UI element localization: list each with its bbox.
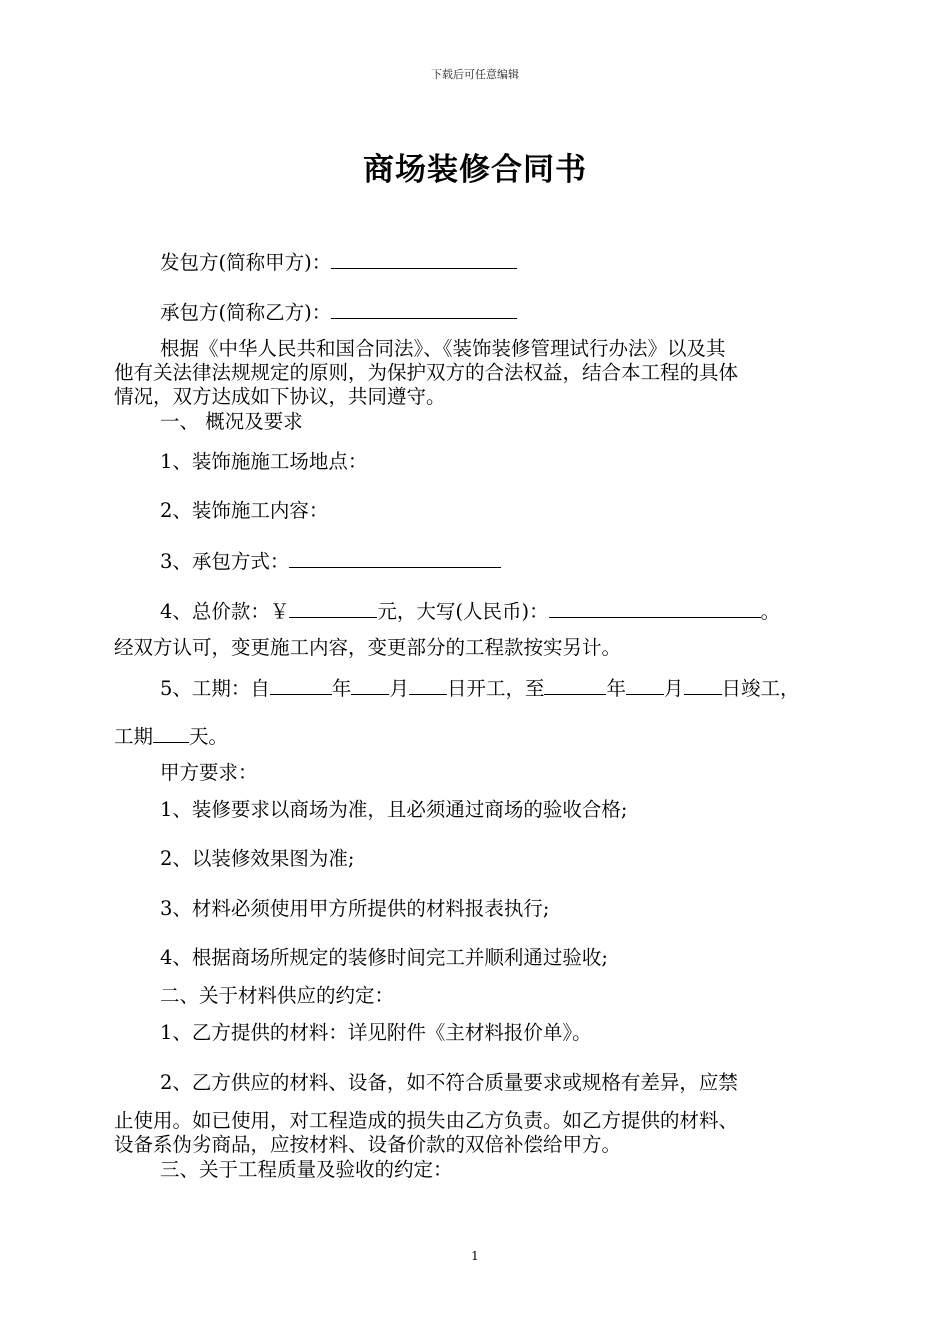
section-2-item-1: 1、乙方提供的材料：详见附件《主材料报价单》。 bbox=[160, 1021, 592, 1044]
month-label: 月 bbox=[389, 677, 409, 700]
party-b-blank bbox=[331, 300, 517, 319]
item-1: 1、装饰施施工场地点： bbox=[160, 450, 368, 473]
item-4-end: 。 bbox=[760, 600, 781, 623]
party-b-line bbox=[160, 300, 517, 324]
start-label: 日开工，至 bbox=[446, 677, 545, 700]
end-year-blank bbox=[544, 676, 606, 695]
item-5-duration bbox=[114, 724, 228, 748]
end-label: 日竣工， bbox=[721, 677, 800, 700]
year-label-2: 年 bbox=[606, 677, 626, 700]
page-header: 下载后可任意编辑 bbox=[431, 68, 519, 81]
preamble-line-2: 他有关法律法规规定的原则，为保护双方的合法权益，结合本工程的具体 bbox=[114, 361, 739, 384]
end-day-blank bbox=[684, 676, 722, 695]
preamble-line-3: 情况，双方达成如下协议，共同遵守。 bbox=[114, 385, 446, 408]
document-title: 商场装修合同书 bbox=[363, 152, 587, 188]
month-label-2: 月 bbox=[663, 677, 684, 700]
item-3-line bbox=[160, 549, 501, 573]
start-month-blank bbox=[351, 676, 389, 695]
preamble-line-1: 根据《中华人民共和国合同法》、《装饰装修管理试行办法》以及其 bbox=[160, 337, 726, 360]
item-5-label: 5、工期：自 bbox=[160, 677, 270, 700]
price-blank bbox=[289, 599, 377, 618]
item-5-line bbox=[160, 676, 800, 700]
party-a-requirements-heading: 甲方要求： bbox=[160, 761, 258, 784]
item-3-label: 3、承包方式： bbox=[160, 550, 290, 573]
section-2-item-2-line-1: 2、乙方供应的材料、设备，如不符合质量要求或规格有差异，应禁 bbox=[160, 1071, 738, 1094]
item-4-capital-label: 元，大写(人民币)： bbox=[377, 600, 549, 623]
start-day-blank bbox=[409, 676, 447, 695]
item-2: 2、装饰施工内容： bbox=[160, 499, 329, 522]
item-4-continuation: 经双方认可，变更施工内容，变更部分的工程款按实另计。 bbox=[114, 636, 622, 659]
party-a-line bbox=[160, 250, 517, 274]
section-2-heading: 二、关于材料供应的约定： bbox=[160, 984, 395, 1007]
requirement-3: 3、材料必须使用甲方所提供的材料报表执行; bbox=[160, 897, 550, 920]
start-year-blank bbox=[270, 676, 332, 695]
capital-blank bbox=[549, 599, 761, 618]
item-4-line bbox=[160, 599, 780, 623]
item-3-blank bbox=[289, 549, 501, 568]
section-1-heading: 一、 概况及要求 bbox=[160, 410, 303, 433]
party-a-blank bbox=[331, 250, 517, 269]
year-label: 年 bbox=[331, 677, 352, 700]
duration-label: 工期 bbox=[114, 725, 154, 748]
party-a-label: 发包方(简称甲方)： bbox=[160, 251, 332, 274]
duration-blank bbox=[153, 724, 189, 743]
section-2-item-2-line-3: 设备系伪劣商品，应按材料、设备价款的双倍补偿给甲方。 bbox=[114, 1133, 622, 1156]
requirement-2: 2、以装修效果图为准; bbox=[160, 847, 355, 870]
item-4-label: 4、总价款：￥ bbox=[160, 600, 290, 623]
section-3-heading: 三、关于工程质量及验收的约定： bbox=[160, 1158, 453, 1181]
duration-unit: 天。 bbox=[189, 725, 229, 748]
party-b-label: 承包方(简称乙方)： bbox=[160, 301, 332, 324]
section-2-item-2-line-2: 止使用。如已使用，对工程造成的损失由乙方负责。如乙方提供的材料、 bbox=[114, 1109, 739, 1132]
requirement-1: 1、装修要求以商场为准，且必须通过商场的验收合格; bbox=[160, 798, 628, 821]
page-number: 1 bbox=[471, 1249, 479, 1263]
end-month-blank bbox=[626, 676, 664, 695]
requirement-4: 4、根据商场所规定的装修时间完工并顺利通过验收; bbox=[160, 946, 608, 969]
